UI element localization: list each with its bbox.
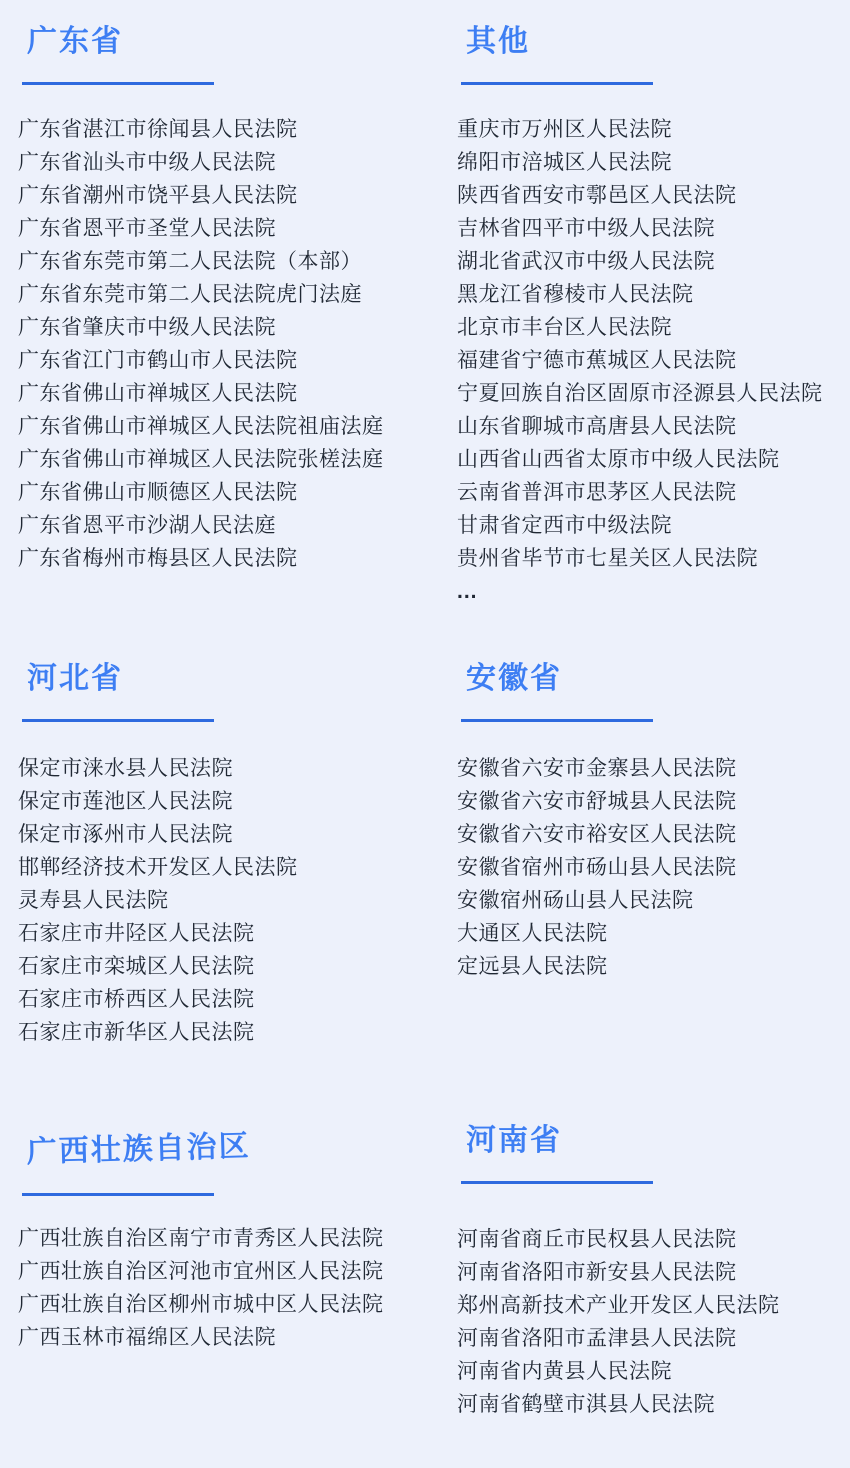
court-list-item: 广东省恩平市圣堂人民法院 bbox=[18, 217, 276, 240]
court-list-item: 宁夏回族自治区固原市泾源县人民法院 bbox=[457, 382, 823, 405]
court-list-item: 河南省内黄县人民法院 bbox=[457, 1360, 672, 1383]
court-list-item: 大通区人民法院 bbox=[457, 922, 608, 945]
court-list-item: 邯郸经济技术开发区人民法院 bbox=[18, 856, 298, 879]
court-list-item: 广东省恩平市沙湖人民法庭 bbox=[18, 514, 276, 537]
court-list-item: 安徽省六安市裕安区人民法院 bbox=[457, 823, 737, 846]
section-title-anhui: 安徽省 bbox=[466, 662, 562, 695]
court-list-other bbox=[457, 113, 850, 575]
court-list-guangdong bbox=[18, 113, 437, 575]
section-hebei bbox=[0, 663, 437, 1125]
court-list-item: 甘肃省定西市中级法院 bbox=[457, 514, 672, 537]
section-title-underline bbox=[22, 82, 214, 85]
court-list-item: 广东省东莞市第二人民法院（本部） bbox=[18, 250, 362, 273]
sections-grid bbox=[0, 26, 850, 1421]
section-other bbox=[437, 26, 850, 663]
court-list-item: 云南省普洱市思茅区人民法院 bbox=[457, 481, 737, 504]
section-title-underline bbox=[461, 1181, 653, 1184]
section-title-hebei: 河北省 bbox=[27, 662, 123, 695]
court-list-item: 贵州省毕节市七星关区人民法院 bbox=[457, 547, 758, 570]
court-list-item: 福建省宁德市蕉城区人民法院 bbox=[457, 349, 737, 372]
court-list-item: 安徽宿州砀山县人民法院 bbox=[457, 889, 694, 912]
section-guangxi bbox=[0, 1125, 437, 1421]
section-henan bbox=[437, 1125, 850, 1421]
court-list-item: 绵阳市涪城区人民法院 bbox=[457, 151, 672, 174]
truncation-ellipsis: ... bbox=[457, 580, 478, 603]
court-list-item: 河南省洛阳市孟津县人民法院 bbox=[457, 1327, 737, 1350]
section-title-guangdong: 广东省 bbox=[27, 25, 123, 58]
court-list-item: 广西壮族自治区柳州市城中区人民法院 bbox=[18, 1293, 384, 1316]
court-list-item: 石家庄市新华区人民法院 bbox=[18, 1021, 255, 1044]
court-list-item: 广西壮族自治区河池市宜州区人民法院 bbox=[18, 1260, 384, 1283]
court-list-henan bbox=[457, 1223, 850, 1421]
court-list-item: 黑龙江省穆棱市人民法院 bbox=[457, 283, 694, 306]
court-list-item: 河南省洛阳市新安县人民法院 bbox=[457, 1261, 737, 1284]
court-list-item: 山西省山西省太原市中级人民法院 bbox=[457, 448, 780, 471]
court-list-item: 河南省鹤壁市淇县人民法院 bbox=[457, 1393, 715, 1416]
section-title-underline bbox=[22, 719, 214, 722]
court-list-item: 陕西省西安市鄠邑区人民法院 bbox=[457, 184, 737, 207]
court-list-item: 广东省佛山市禅城区人民法院张槎法庭 bbox=[18, 448, 384, 471]
section-title-guangxi: 广西壮族自治区 bbox=[26, 1129, 252, 1169]
court-list-item: 定远县人民法院 bbox=[457, 955, 608, 978]
court-list-item: 石家庄市栾城区人民法院 bbox=[18, 955, 255, 978]
court-list-guangxi bbox=[18, 1222, 437, 1354]
court-list-item: 广东省佛山市顺德区人民法院 bbox=[18, 481, 298, 504]
section-title-underline bbox=[22, 1193, 214, 1196]
court-list-item: 广东省湛江市徐闻县人民法院 bbox=[18, 118, 298, 141]
court-list-item: 安徽省六安市舒城县人民法院 bbox=[457, 790, 737, 813]
court-list-item: 山东省聊城市高唐县人民法院 bbox=[457, 415, 737, 438]
court-list-item: 河南省商丘市民权县人民法院 bbox=[457, 1228, 737, 1251]
court-list-item: 灵寿县人民法院 bbox=[18, 889, 169, 912]
section-title-other: 其他 bbox=[466, 25, 530, 58]
court-list-item: 保定市涿州市人民法院 bbox=[18, 823, 233, 846]
court-list-item: 广西壮族自治区南宁市青秀区人民法院 bbox=[18, 1227, 384, 1250]
section-guangdong bbox=[0, 26, 437, 663]
court-list-item: 广东省潮州市饶平县人民法院 bbox=[18, 184, 298, 207]
court-list-item: 石家庄市桥西区人民法院 bbox=[18, 988, 255, 1011]
court-list-item: 广东省佛山市禅城区人民法院 bbox=[18, 382, 298, 405]
court-list-item: 广东省肇庆市中级人民法院 bbox=[18, 316, 276, 339]
court-list-item: 安徽省六安市金寨县人民法院 bbox=[457, 757, 737, 780]
section-title-underline bbox=[461, 719, 653, 722]
section-title-henan: 河南省 bbox=[466, 1124, 562, 1157]
court-list-item: 广东省东莞市第二人民法院虎门法庭 bbox=[18, 283, 362, 306]
court-list-item: 广西玉林市福绵区人民法院 bbox=[18, 1326, 276, 1349]
court-list-item: 石家庄市井陉区人民法院 bbox=[18, 922, 255, 945]
court-list-item: 吉林省四平市中级人民法院 bbox=[457, 217, 715, 240]
court-list-item: 广东省江门市鹤山市人民法院 bbox=[18, 349, 298, 372]
court-list-item: 湖北省武汉市中级人民法院 bbox=[457, 250, 715, 273]
court-list-item: 广东省佛山市禅城区人民法院祖庙法庭 bbox=[18, 415, 384, 438]
court-list-item: 广东省汕头市中级人民法院 bbox=[18, 151, 276, 174]
court-list-item: 广东省梅州市梅县区人民法院 bbox=[18, 547, 298, 570]
court-list-anhui bbox=[457, 752, 850, 983]
section-anhui bbox=[437, 663, 850, 1125]
court-list-item: 北京市丰台区人民法院 bbox=[457, 316, 672, 339]
court-list-item: 保定市涞水县人民法院 bbox=[18, 757, 233, 780]
court-list-item: 安徽省宿州市砀山县人民法院 bbox=[457, 856, 737, 879]
court-list-hebei bbox=[18, 752, 437, 1049]
section-title-underline bbox=[461, 82, 653, 85]
court-list-item: 郑州高新技术产业开发区人民法院 bbox=[457, 1294, 780, 1317]
court-list-item: 保定市莲池区人民法院 bbox=[18, 790, 233, 813]
court-list-item: 重庆市万州区人民法院 bbox=[457, 118, 672, 141]
